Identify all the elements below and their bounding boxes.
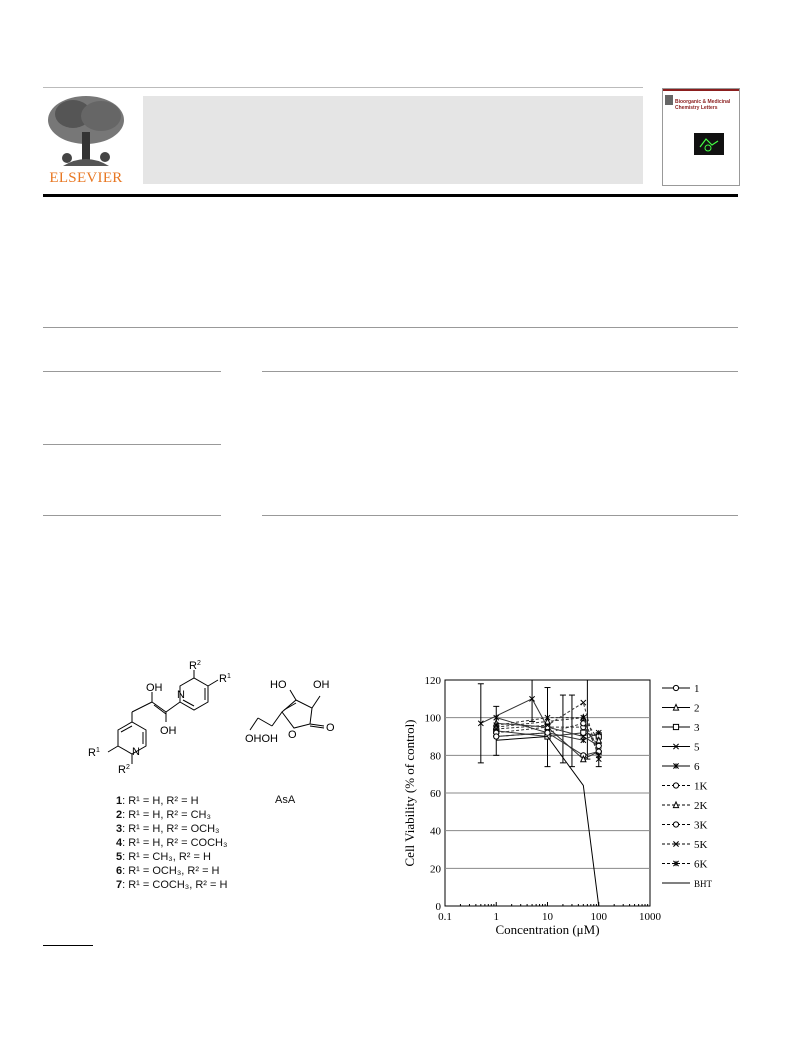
compound-item — [116, 794, 227, 808]
cover-title-line-2: Chemistry Letters — [675, 105, 718, 111]
cover-qr-icon — [665, 95, 673, 105]
asa-ohoh-label: OHOH — [245, 733, 278, 745]
oh-label-2: OH — [160, 725, 177, 737]
compound-number: 7 — [116, 879, 123, 891]
compound-number: 1 — [116, 795, 123, 807]
y-tick-label: 0 — [435, 901, 441, 913]
header-rule — [43, 87, 643, 88]
legend-label-6K: 6K — [694, 858, 708, 871]
elsevier-wordmark: ELSEVIER — [49, 170, 123, 186]
data-point-3K — [545, 730, 550, 735]
legend-marker-2 — [673, 704, 678, 710]
asa-ring-o-label: O — [288, 729, 297, 741]
compound-substituents: : R¹ = H, R² = H — [122, 795, 199, 807]
legend-label-5K: 5K — [694, 839, 708, 851]
y-tick-label: 40 — [430, 825, 441, 838]
compound-number: 5 — [116, 851, 123, 863]
r2-label-bottom: $R^2$ — [118, 764, 130, 776]
y-tick-label: 120 — [424, 675, 441, 687]
compound-substituents: : R¹ = CH₃, R² = H — [122, 851, 211, 863]
compound-item — [116, 878, 227, 892]
compound-substituents: : R¹ = H, R² = COCH₃ — [122, 837, 228, 849]
x-tick-label: 100 — [590, 911, 607, 923]
y-tick-label: 80 — [430, 750, 441, 763]
asa-oh-label: OH — [313, 679, 330, 691]
legend-marker-3K — [673, 822, 678, 827]
cover-title-line-1: Bioorganic & Medicinal — [675, 99, 731, 105]
cover-subtitle — [675, 112, 733, 118]
y-tick-label: 20 — [430, 863, 441, 876]
compound-item — [116, 836, 227, 850]
cover-band — [663, 89, 739, 91]
legend-label-5: 5 — [694, 741, 700, 754]
x-tick-label: 1000 — [639, 911, 661, 923]
compound-number: 6 — [116, 865, 123, 877]
legend-label-1K: 1K — [694, 780, 708, 793]
r1-label-left: $R^1$ — [88, 747, 100, 759]
legend-marker-1 — [673, 685, 678, 690]
compound-item — [116, 822, 227, 836]
x-tick-label: 1 — [493, 911, 499, 923]
legend-label-BHT: BHT — [694, 879, 712, 889]
x-tick-label: 0.1 — [438, 911, 452, 923]
cover-image — [694, 133, 724, 155]
asa-name: AsA — [275, 794, 296, 806]
data-point-3K — [494, 734, 499, 739]
legend-marker-3 — [673, 724, 678, 729]
r2-label-top: $R^2$ — [189, 660, 201, 672]
abstract-rule — [262, 371, 738, 372]
compound-item — [116, 808, 227, 822]
compound-item — [116, 864, 227, 878]
journal-cover — [662, 88, 740, 186]
legend-label-3: 3 — [694, 722, 700, 734]
footnote-rule — [43, 945, 93, 946]
compound-number: 4 — [116, 837, 123, 849]
chemical-structures — [80, 660, 380, 785]
compound-number: 3 — [116, 823, 123, 835]
compound-substituents: : R¹ = H, R² = OCH₃ — [122, 823, 220, 835]
cover-title — [675, 99, 730, 111]
cell-viability-chart — [400, 670, 740, 940]
compound-substituents: : R¹ = OCH₃, R² = H — [122, 865, 220, 877]
x-tick-label: 10 — [542, 911, 553, 923]
compound-item — [116, 850, 227, 864]
abstract-bottom-rule — [262, 515, 738, 516]
header-thick-rule — [43, 194, 738, 197]
compound-list — [116, 794, 227, 892]
legend-label-1: 1 — [694, 683, 700, 695]
keywords-rule — [43, 444, 221, 445]
n-label-right: N — [177, 689, 185, 701]
n-label-left: N — [132, 746, 140, 758]
legend-marker-2K — [673, 802, 678, 808]
compound-number: 2 — [116, 809, 123, 821]
compound-substituents: : R¹ = H, R² = CH₃ — [122, 809, 211, 821]
asa-carbonyl-o-label: O — [326, 722, 335, 734]
legend-marker-1K — [673, 783, 678, 788]
y-axis-label: Cell Viability (% of control) — [402, 719, 417, 867]
legend-label-2: 2 — [694, 702, 700, 715]
compound-substituents: : R¹ = COCH₃, R² = H — [122, 879, 228, 891]
legend-label-2K: 2K — [694, 800, 708, 812]
journal-banner — [143, 96, 643, 184]
legend-label-6: 6 — [694, 761, 700, 773]
legend-label-3K: 3K — [694, 819, 708, 832]
x-axis-label: Concentration (μM) — [495, 922, 600, 937]
article-info-rule — [43, 371, 221, 372]
asa-ho-label: HO — [270, 679, 287, 691]
r1-label-right: $R^1$ — [219, 673, 231, 685]
y-tick-label: 60 — [430, 788, 441, 800]
title-rule — [43, 327, 738, 328]
article-info-bottom-rule — [43, 515, 221, 516]
y-tick-label: 100 — [424, 712, 441, 725]
oh-label-1: OH — [146, 682, 163, 694]
